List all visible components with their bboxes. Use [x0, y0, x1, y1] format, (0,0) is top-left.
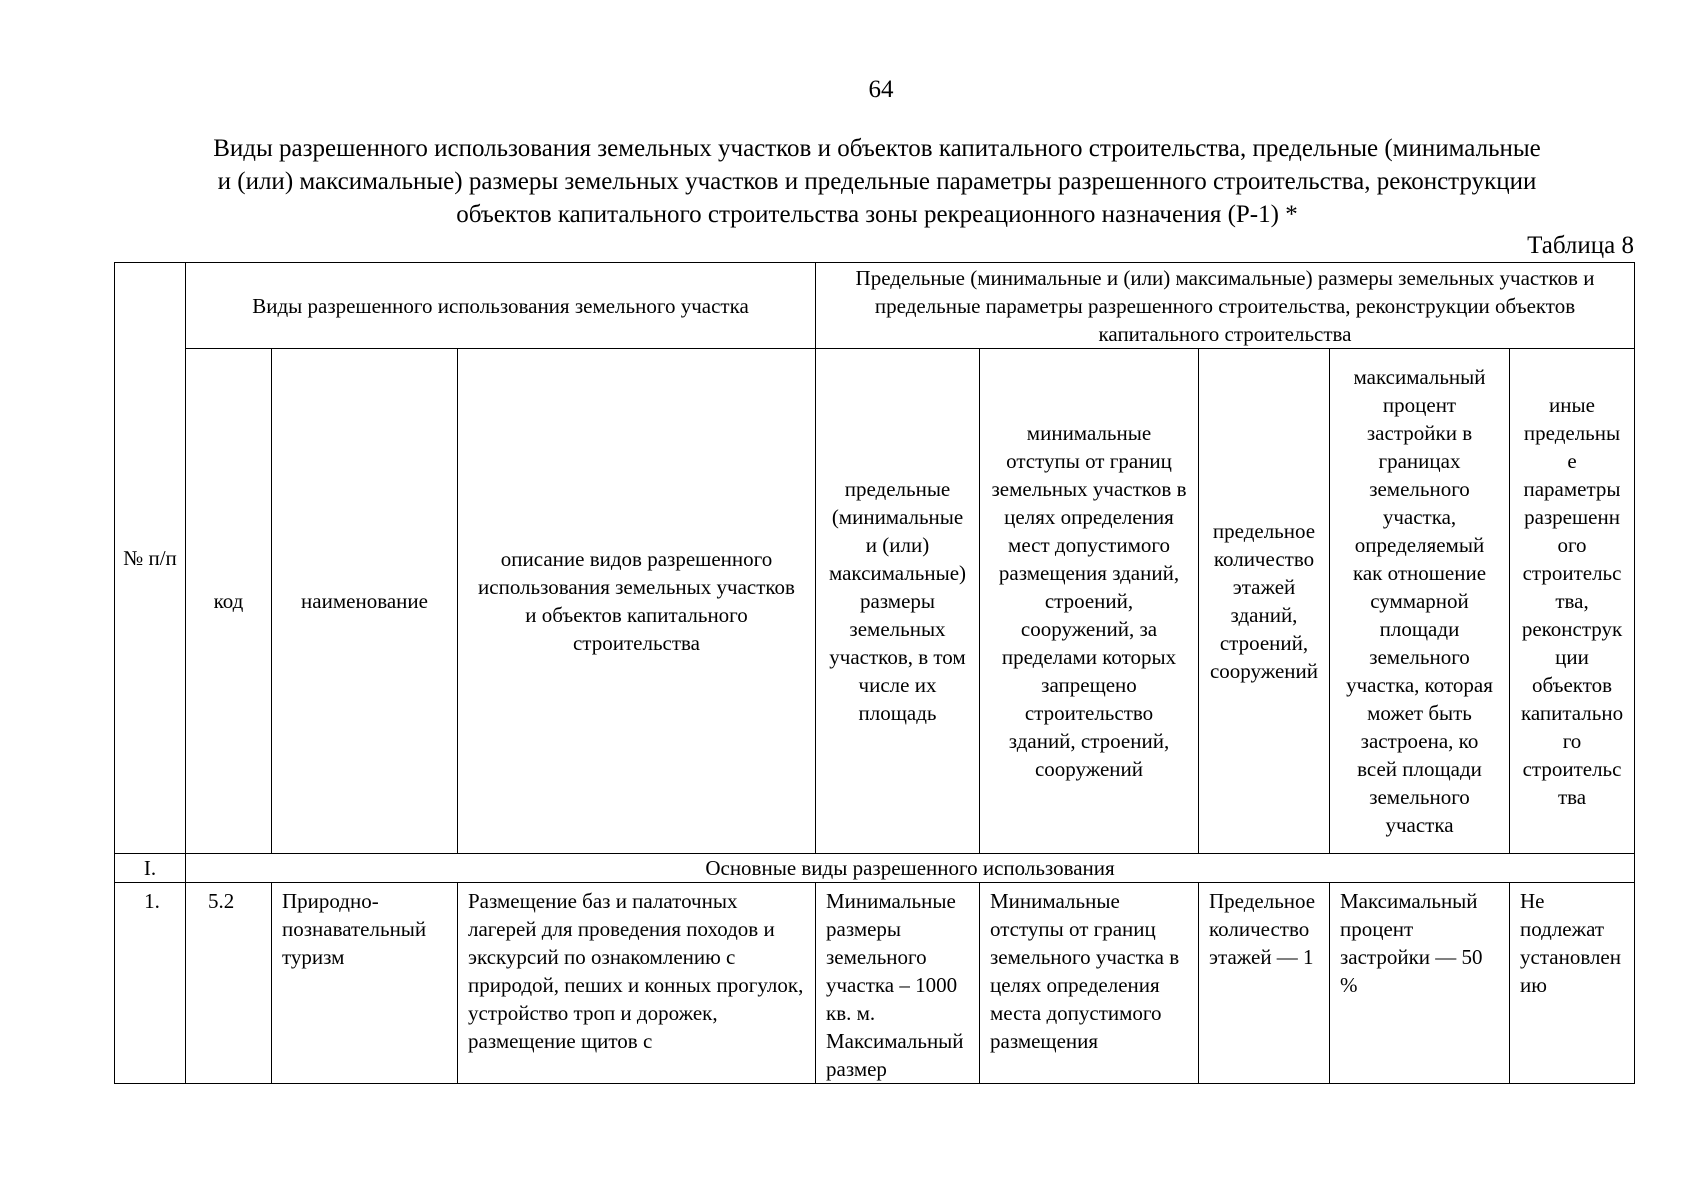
header-plot-size: предельные (минимальные и (или) максимальные) размеры земельных участков, в том числе их площадь	[816, 349, 980, 854]
title-line-1: Виды разрешенного использования земельных участков и объектов капитального строительства, предельные (минимальные	[213, 135, 1541, 162]
header-code: код	[186, 349, 272, 854]
row-setbacks: Минимальные отступы от границ земельного участка в целях определения места допустимого размещения	[980, 883, 1199, 1084]
row-plot-size: Минимальные размеры земельного участка – 1000 кв. м. Максимальный размер	[816, 883, 980, 1084]
header-floors: предельное количество этажей зданий, строений, сооружений	[1199, 349, 1330, 854]
row-num: 1.	[115, 883, 186, 1084]
section-num: I.	[115, 854, 186, 883]
row-description: Размещение баз и палаточных лагерей для проведения походов и экскурсий по ознакомлению с природой, пеших и конных прогулок, устройство троп и дорожек, размещение щитов с	[458, 883, 816, 1084]
header-other: иные предельные параметры разрешенного строительства, реконструкции объектов капитального строительства	[1510, 349, 1635, 854]
row-floors: Предельное количество этажей — 1	[1199, 883, 1330, 1084]
row-name: Природно-познавательный туризм	[272, 883, 458, 1084]
title-line-2: и (или) максимальные) размеры земельных участков и предельные параметры разрешенного строительства, реконструкции	[217, 168, 1537, 195]
permitted-use-table	[114, 262, 1635, 1084]
table-label: Таблица 8	[1527, 232, 1634, 259]
header-name: наименование	[272, 349, 458, 854]
header-group-limits: Предельные (минимальные и (или) максимальные) размеры земельных участков и предельные параметры разрешенного строительства, реконструкции объектов капитального строительства	[816, 263, 1635, 349]
row-code: 5.2	[186, 883, 272, 1084]
header-group-permitted-use: Виды разрешенного использования земельного участка	[186, 263, 816, 349]
title-line-3: объектов капитального строительства зоны рекреационного назначения (Р-1) *	[456, 201, 1298, 228]
header-num: № п/п	[115, 263, 186, 854]
header-setbacks: минимальные отступы от границ земельных участков в целях определения мест допустимого размещения зданий, строений, сооружений, за пределами которых запрещено строительство зданий, строений, сооружений	[980, 349, 1199, 854]
table-row	[115, 883, 1635, 1084]
row-other: Не подлежат установлению	[1510, 883, 1635, 1084]
page-number: 64	[868, 76, 894, 103]
section-label: Основные виды разрешенного использования	[186, 854, 1635, 883]
document-title	[112, 132, 1642, 231]
header-description: описание видов разрешенного использования земельных участков и объектов капитального строительства	[458, 349, 816, 854]
header-coverage: максимальный процент застройки в границах земельного участка, определяемый как отношение суммарной площади земельного участка, которая может быть застроена, ко всей площади земельного участка	[1330, 349, 1510, 854]
row-coverage: Максимальный процент застройки — 50 %	[1330, 883, 1510, 1084]
